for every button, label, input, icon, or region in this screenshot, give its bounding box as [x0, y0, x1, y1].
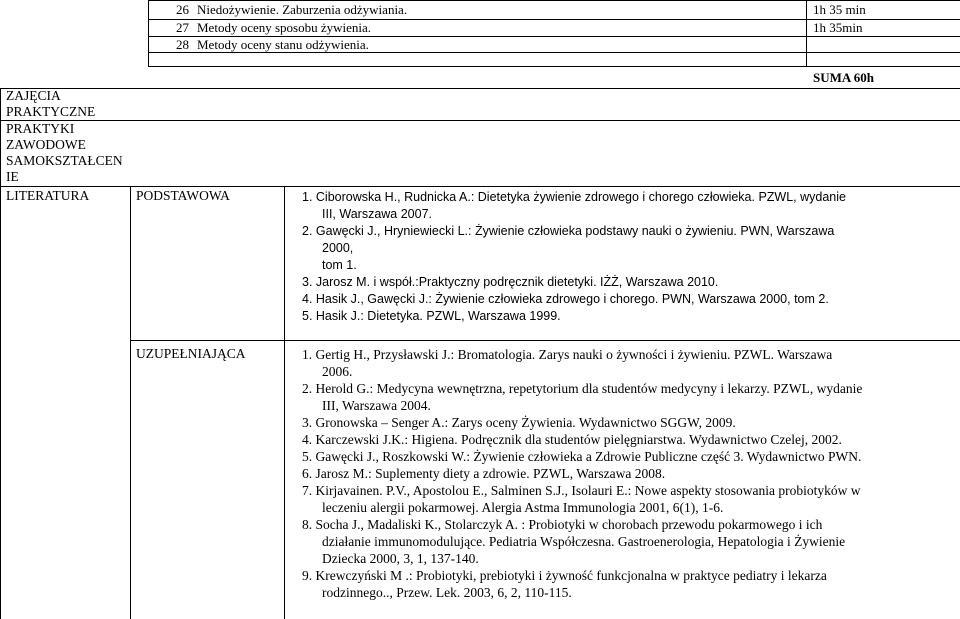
row-title: Metody oceny sposobu żywienia.	[197, 20, 372, 35]
list-item: tom 1.	[322, 258, 357, 272]
row-number: 28	[176, 37, 189, 52]
list-item: 5. Gawęcki J., Roszkowski W.: Żywienie człowieka a Zdrowie Publiczne część 3. Wydawnictwo PWN.	[302, 449, 862, 464]
list-item: 1. Ciborowska H., Rudnicka A.: Dietetyka żywienie zdrowego i chorego człowieka. PZWL, wydanie	[302, 190, 846, 204]
list-item: 2006.	[322, 364, 353, 379]
row-number: 27	[176, 20, 189, 35]
list-item: III, Warszawa 2007.	[322, 207, 432, 221]
list-item: 2. Gawęcki J., Hryniewiecki L.: Żywienie człowieka podstawy nauki o żywieniu. PWN, Warszawa	[302, 224, 835, 238]
section-praktyki-line2: ZAWODOWE	[6, 137, 86, 152]
row-number: 26	[176, 2, 189, 17]
list-item: rodzinnego.., Przew. Lek. 2003, 6, 2, 110-115.	[322, 585, 572, 600]
section-praktyki-line3: SAMOKSZTAŁCEN	[6, 153, 123, 168]
row-title: Niedożywienie. Zaburzenia odżywiania.	[197, 2, 408, 17]
row-time: 1h 35 min	[813, 2, 866, 17]
list-item: 2. Herold G.: Medycyna wewnętrzna, repetytorium dla studentów medycyny i lekarzy. PZWL, wydanie	[302, 381, 863, 396]
list-item: 1. Gertig H., Przysławski J.: Bromatologia. Zarys nauki o żywności i żywieniu. PZWL. Warszawa	[302, 347, 833, 362]
list-item: 8. Socha J., Madaliski K., Stolarczyk A. : Probiotyki w chorobach przewodu pokarmowego i ich	[302, 517, 823, 532]
list-item: 4. Hasik J., Gawęcki J.: Żywienie człowieka zdrowego i chorego. PWN, Warszawa 2000, tom 2.	[302, 292, 829, 306]
list-item: 7. Kirjavainen. P.V., Apostolou E., Salminen S.J., Isolauri E.: Nowe aspekty stosowania probiotyków w	[302, 483, 861, 498]
podstawowa-label: PODSTAWOWA	[136, 188, 230, 203]
suma-total: SUMA 60h	[813, 70, 875, 85]
list-item: 3. Gronowska – Senger A.: Zarys oceny Żywienia. Wydawnictwo SGGW, 2009.	[302, 415, 736, 430]
list-item: 6. Jarosz M.: Suplementy diety a zdrowie. PZWL, Warszawa 2008.	[302, 466, 666, 481]
row-time: 1h 35min	[813, 20, 863, 35]
section-zajecia-line1: ZAJĘCIA	[6, 88, 61, 103]
list-item: III, Warszawa 2004.	[322, 398, 431, 413]
uzupelniajaca-label: UZUPEŁNIAJĄCA	[136, 346, 246, 361]
section-literatura: LITERATURA	[6, 188, 90, 203]
list-item: 2000,	[322, 241, 354, 255]
row-title: Metody oceny stanu odżywienia.	[197, 37, 369, 52]
section-praktyki-line4: IE	[6, 169, 19, 184]
list-item: 3. Jarosz M. i współ.:Praktyczny podręcznik dietetyki. IŻŻ, Warszawa 2010.	[302, 275, 719, 289]
list-item: 9. Krewczyński M .: Probiotyki, prebiotyki i żywność funkcjonalna w praktyce pediatry i lekarza	[302, 568, 827, 583]
section-zajecia-line2: PRAKTYCZNE	[6, 104, 96, 119]
list-item: działanie immunomodulujące. Pediatria Współczesna. Gastroenerologia, Hepatologia i Żywienie	[322, 534, 846, 549]
list-item: 4. Karczewski J.K.: Higiena. Podręcznik dla studentów pielęgniarstwa. Wydawnictwo Czelej, 2002.	[302, 432, 842, 447]
list-item: 5. Hasik J.: Dietetyka. PZWL, Warszawa 1999.	[302, 309, 561, 323]
list-item: leczeniu alergii pokarmowej. Alergia Astma Immunologia 2001, 6(1), 1-6.	[322, 500, 724, 515]
list-item: Dziecka 2000, 3, 1, 137-140.	[322, 551, 479, 566]
section-praktyki-line1: PRAKTYKI	[6, 121, 75, 136]
